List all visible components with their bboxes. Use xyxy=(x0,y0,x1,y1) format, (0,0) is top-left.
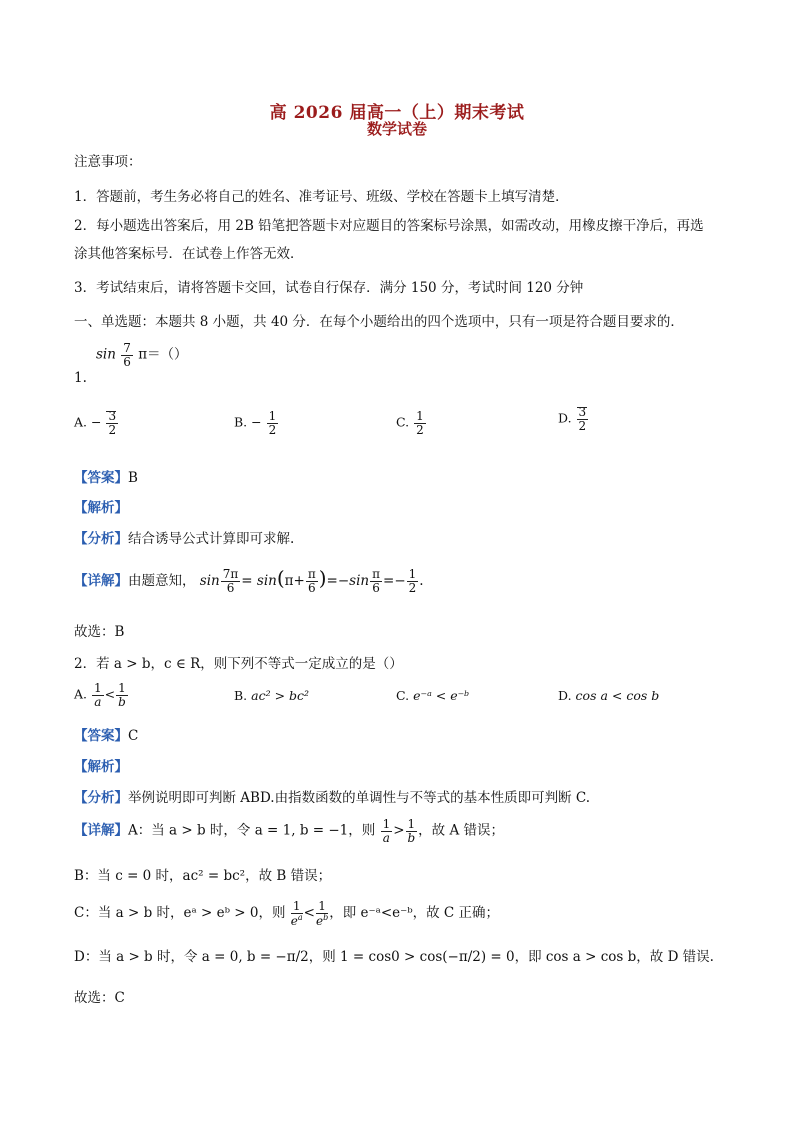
q1-stem-tail: π＝（） xyxy=(138,346,188,363)
q1-detail-frac4-den: 2 xyxy=(408,581,417,595)
q1-detail-frac1-den: 6 xyxy=(226,581,235,595)
q2-option-b xyxy=(234,688,309,703)
notice-item-2-cont: 涂其他答案标号．在试卷上作答无效． xyxy=(74,246,304,262)
notice-item-2: 2．每小题选出答案后，用 2B 铅笔把答题卡对应题目的答案标号涂黑，如需改动，用橡皮擦干净后，再选 xyxy=(74,218,704,234)
q1-detail-label: 【详解】 xyxy=(74,573,128,589)
q2-stem: 2．若 a > b，c ∈ R，则下列不等式一定成立的是（） xyxy=(74,656,403,672)
q1-option-b-num: 1 xyxy=(268,409,277,423)
q2-detail-c-post: ，即 e⁻ᵃ<e⁻ᵇ，故 C 正确； xyxy=(329,905,500,922)
q1-detail-frac1-num: 7π xyxy=(222,567,239,582)
q2-option-d xyxy=(558,688,659,703)
q1-answer xyxy=(74,466,138,486)
q1-frac-den: 6 xyxy=(123,354,131,369)
q1-detail-frac2-num: π xyxy=(307,567,316,582)
q2-option-a-den1: a xyxy=(94,694,102,709)
q2-detail-a-pre: A：当 a > b 时，令 a = 1, b = −1，则 xyxy=(128,822,376,839)
q2-detail-a-post: ，故 A 错误； xyxy=(418,822,504,839)
exam-subtitle: 数学试卷 xyxy=(366,120,427,138)
q1-option-d-den: 2 xyxy=(578,418,587,433)
q1-option-d-num: 3 xyxy=(578,405,587,419)
exam-title: 高 2026 届高一（上）期末考试 xyxy=(269,103,525,123)
q2-detail-a: 【详解】A：当 a > b 时，令 a = 1, b = −1，则 $\frac{1}{a}$ > $\frac{1}{b}$ ，故 A 错误； xyxy=(74,817,504,845)
q1-option-b xyxy=(234,410,279,436)
q2-answer-label: 【答案】 xyxy=(74,728,128,744)
q2-detail-label: 【详解】 xyxy=(74,822,128,839)
q1-option-b-letter: B. xyxy=(234,414,248,430)
q1-analysis xyxy=(74,527,294,547)
q1-option-a-den: 2 xyxy=(108,422,117,437)
q1-detail: 【详解】由题意知， sin $\frac{7\pi}{6}$ = sin(π+ $\frac{\pi}{6}$ )=−sin $\frac{\pi}{6}$ =− $\frac{1}{2}$ . xyxy=(74,566,424,595)
q1-detail-frac2-den: 6 xyxy=(307,581,316,595)
q1-detail-frac3-den: 6 xyxy=(372,581,380,595)
q1-option-d xyxy=(558,406,589,432)
q1-jiexi-label: 【解析】 xyxy=(74,500,128,516)
q1-option-d-letter: D. xyxy=(558,410,572,426)
notice-item-3: 3．考试结束后，请将答题卡交回，试卷自行保存．满分 150 分，考试时间 120 分钟 xyxy=(74,280,584,296)
q1-option-c-num: 1 xyxy=(416,409,424,423)
q2-option-a-letter: A. xyxy=(74,686,88,702)
q1-frac-num: 7 xyxy=(123,341,131,355)
q1-detail-frac3-num: π xyxy=(372,567,381,582)
q2-answer xyxy=(74,724,138,744)
q2-answer-value: C xyxy=(128,728,139,744)
q1-analysis-label: 【分析】 xyxy=(74,531,128,547)
q2-detail-b: B：当 c = 0 时，ac² = bc²，故 B 错误； xyxy=(74,868,332,884)
q1-choice: 故选：B xyxy=(74,624,125,640)
q1-option-c-den: 2 xyxy=(416,422,424,437)
q1-analysis-text: 结合诱导公式计算即可求解. xyxy=(128,531,295,547)
q1-detail-frac4-num: 1 xyxy=(408,567,417,582)
q2-option-a: A. $\frac{1}{a}$ < $\frac{1}{b}$ xyxy=(74,681,126,709)
q2-analysis-label: 【分析】 xyxy=(74,790,128,806)
q2-analysis xyxy=(74,786,590,806)
q2-option-a-num1: 1 xyxy=(94,681,102,695)
notice-heading: 注意事项： xyxy=(74,154,142,170)
q2-option-b-expr: ac² > bc² xyxy=(251,688,310,703)
q1-option-a-num: 3 xyxy=(108,409,117,423)
q1-option-a-sign: − xyxy=(91,414,102,430)
q2-detail-c: C：当 a > b 时，eᵃ > eᵇ > 0，则 $\frac{1}{e^a}$ < $\frac{1}{e^b}$ ，即 e⁻ᵃ<e⁻ᵇ，故 C 正确； xyxy=(74,899,500,928)
q2-option-c-letter: C. xyxy=(396,688,410,703)
q1-detail-intro: 由题意知， xyxy=(128,573,196,589)
section-heading: 一、单选题：本题共 8 小题，共 40 分．在每个小题给出的四个选项中，只有一项是符合题目要求的． xyxy=(74,314,684,330)
q2-jiexi xyxy=(74,755,128,775)
q2-option-d-expr: cos a < cos b xyxy=(575,688,660,703)
q2-option-a-den2: b xyxy=(118,694,126,709)
q1-option-c-letter: C. xyxy=(396,414,410,430)
q2-option-d-letter: D. xyxy=(558,688,572,703)
q1-answer-label: 【答案】 xyxy=(74,470,128,486)
q1-option-a xyxy=(74,410,119,436)
q1-option-a-letter: A. xyxy=(74,414,88,430)
q1-stem: sin $\frac{7}{6}$ π＝（） xyxy=(96,341,188,369)
q2-option-b-letter: B. xyxy=(234,688,248,703)
q1-number: 1. xyxy=(74,370,87,386)
q1-option-b-den: 2 xyxy=(268,422,277,437)
notice-item-1: 1．答题前，考生务必将自己的姓名、准考证号、班级、学校在答题卡上填写清楚． xyxy=(74,189,569,205)
q2-choice: 故选：C xyxy=(74,990,125,1006)
q2-detail-d: D：当 a > b 时，令 a = 0, b = −π/2，则 1 = cos0 > cos(−π/2) = 0，即 cos a > cos b，故 D 错误. xyxy=(74,949,714,965)
q2-option-c xyxy=(396,688,469,703)
q2-detail-c-pre: C：当 a > b 时，eᵃ > eᵇ > 0，则 xyxy=(74,905,286,922)
q2-option-c-expr: e⁻ᵃ < e⁻ᵇ xyxy=(413,688,470,703)
q1-option-c xyxy=(396,410,427,436)
q2-option-a-num2: 1 xyxy=(118,681,126,695)
q2-analysis-text: 举例说明即可判断 ABD.由指数函数的单调性与不等式的基本性质即可判断 C. xyxy=(128,790,591,806)
q1-answer-value: B xyxy=(128,470,138,486)
q2-jiexi-label: 【解析】 xyxy=(74,759,128,775)
q1-option-b-sign: − xyxy=(251,414,262,430)
q1-jiexi xyxy=(74,496,128,516)
